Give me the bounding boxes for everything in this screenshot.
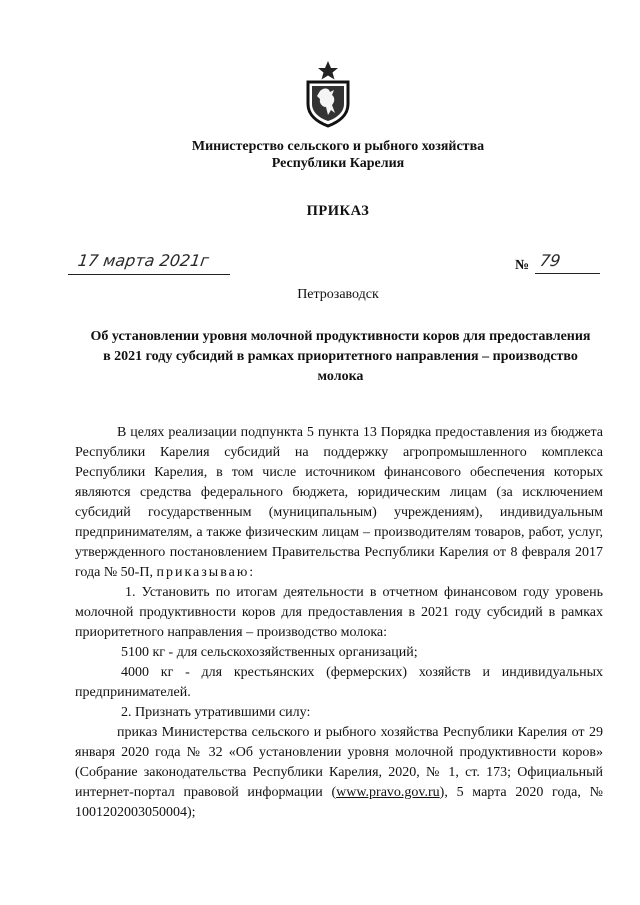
document-body bbox=[75, 423, 603, 823]
number-label: № bbox=[515, 258, 530, 273]
title-line-2: в 2021 году субсидий в рамках приоритетного направления – производство bbox=[103, 349, 578, 364]
document-type: ПРИКАЗ bbox=[306, 203, 370, 219]
preamble-paragraph bbox=[75, 423, 603, 583]
item-2-a bbox=[75, 723, 603, 823]
ministry-line-2: Республики Карелия bbox=[271, 156, 405, 171]
date-underline bbox=[68, 274, 230, 275]
order-date: 17 марта 2021г bbox=[76, 251, 211, 270]
item-2-a-text: приказ Министерства сельского и рыбного хозяйства Республики Карелия от 29 января 2020 года № 32 «Об установлении уровня молочной продуктивности коров» (Собрание законодательства Республики Карелия, 2020, № 1, ст. 173; Официальный интернет-портал правовой информации ( bbox=[75, 725, 603, 800]
preamble-text: В целях реализации подпункта 5 пункта 13 Порядка предоставления из бюджета Республики Карелия субсидий на поддержку агропромышленного комплекса Республики Карелия, в том числе источником финансового обеспечения которых являются средства федерального бюджета, юридическим лицам (за исключением субсидий государственным (муниципальным) учреждениям), индивидуальным предпринимателям, а также физическим лицам – производителям товаров, работ, услуг, утвержденного постановлением Правительства Республики Карелия от 8 февраля 2017 года № 50-П, bbox=[75, 425, 603, 580]
karelia-coat-of-arms-icon bbox=[305, 60, 351, 128]
ministry-line-1: Министерство сельского и рыбного хозяйства bbox=[191, 139, 485, 154]
city: Петрозаводск bbox=[297, 287, 379, 302]
order-number: 79 bbox=[538, 251, 562, 270]
title-line-3: молока bbox=[317, 369, 364, 384]
number-underline bbox=[535, 273, 600, 274]
preamble-keyword: приказываю: bbox=[156, 565, 256, 580]
item-1-a: 5100 кг - для сельскохозяйственных организаций; bbox=[121, 645, 418, 660]
item-1: 1. Установить по итогам деятельности в отчетном финансовом году уровень молочной продуктивности коров для предоставления в 2021 году субсидий в рамках приоритетного направления – производство молока: bbox=[75, 585, 603, 640]
ministry-name bbox=[0, 138, 640, 172]
pravo-link[interactable]: www.pravo.gov.ru bbox=[336, 785, 440, 800]
item-2: 2. Признать утратившими силу: bbox=[121, 705, 311, 720]
title-line-1: Об установлении уровня молочной продуктивности коров для предоставления bbox=[90, 329, 591, 344]
document-title bbox=[78, 327, 603, 387]
item-2-a-tail: ), 5 марта 2020 года, № 1001202003050004); bbox=[75, 785, 603, 820]
item-1-b: 4000 кг - для крестьянских (фермерских) хозяйств и индивидуальных предпринимателей. bbox=[75, 665, 603, 700]
